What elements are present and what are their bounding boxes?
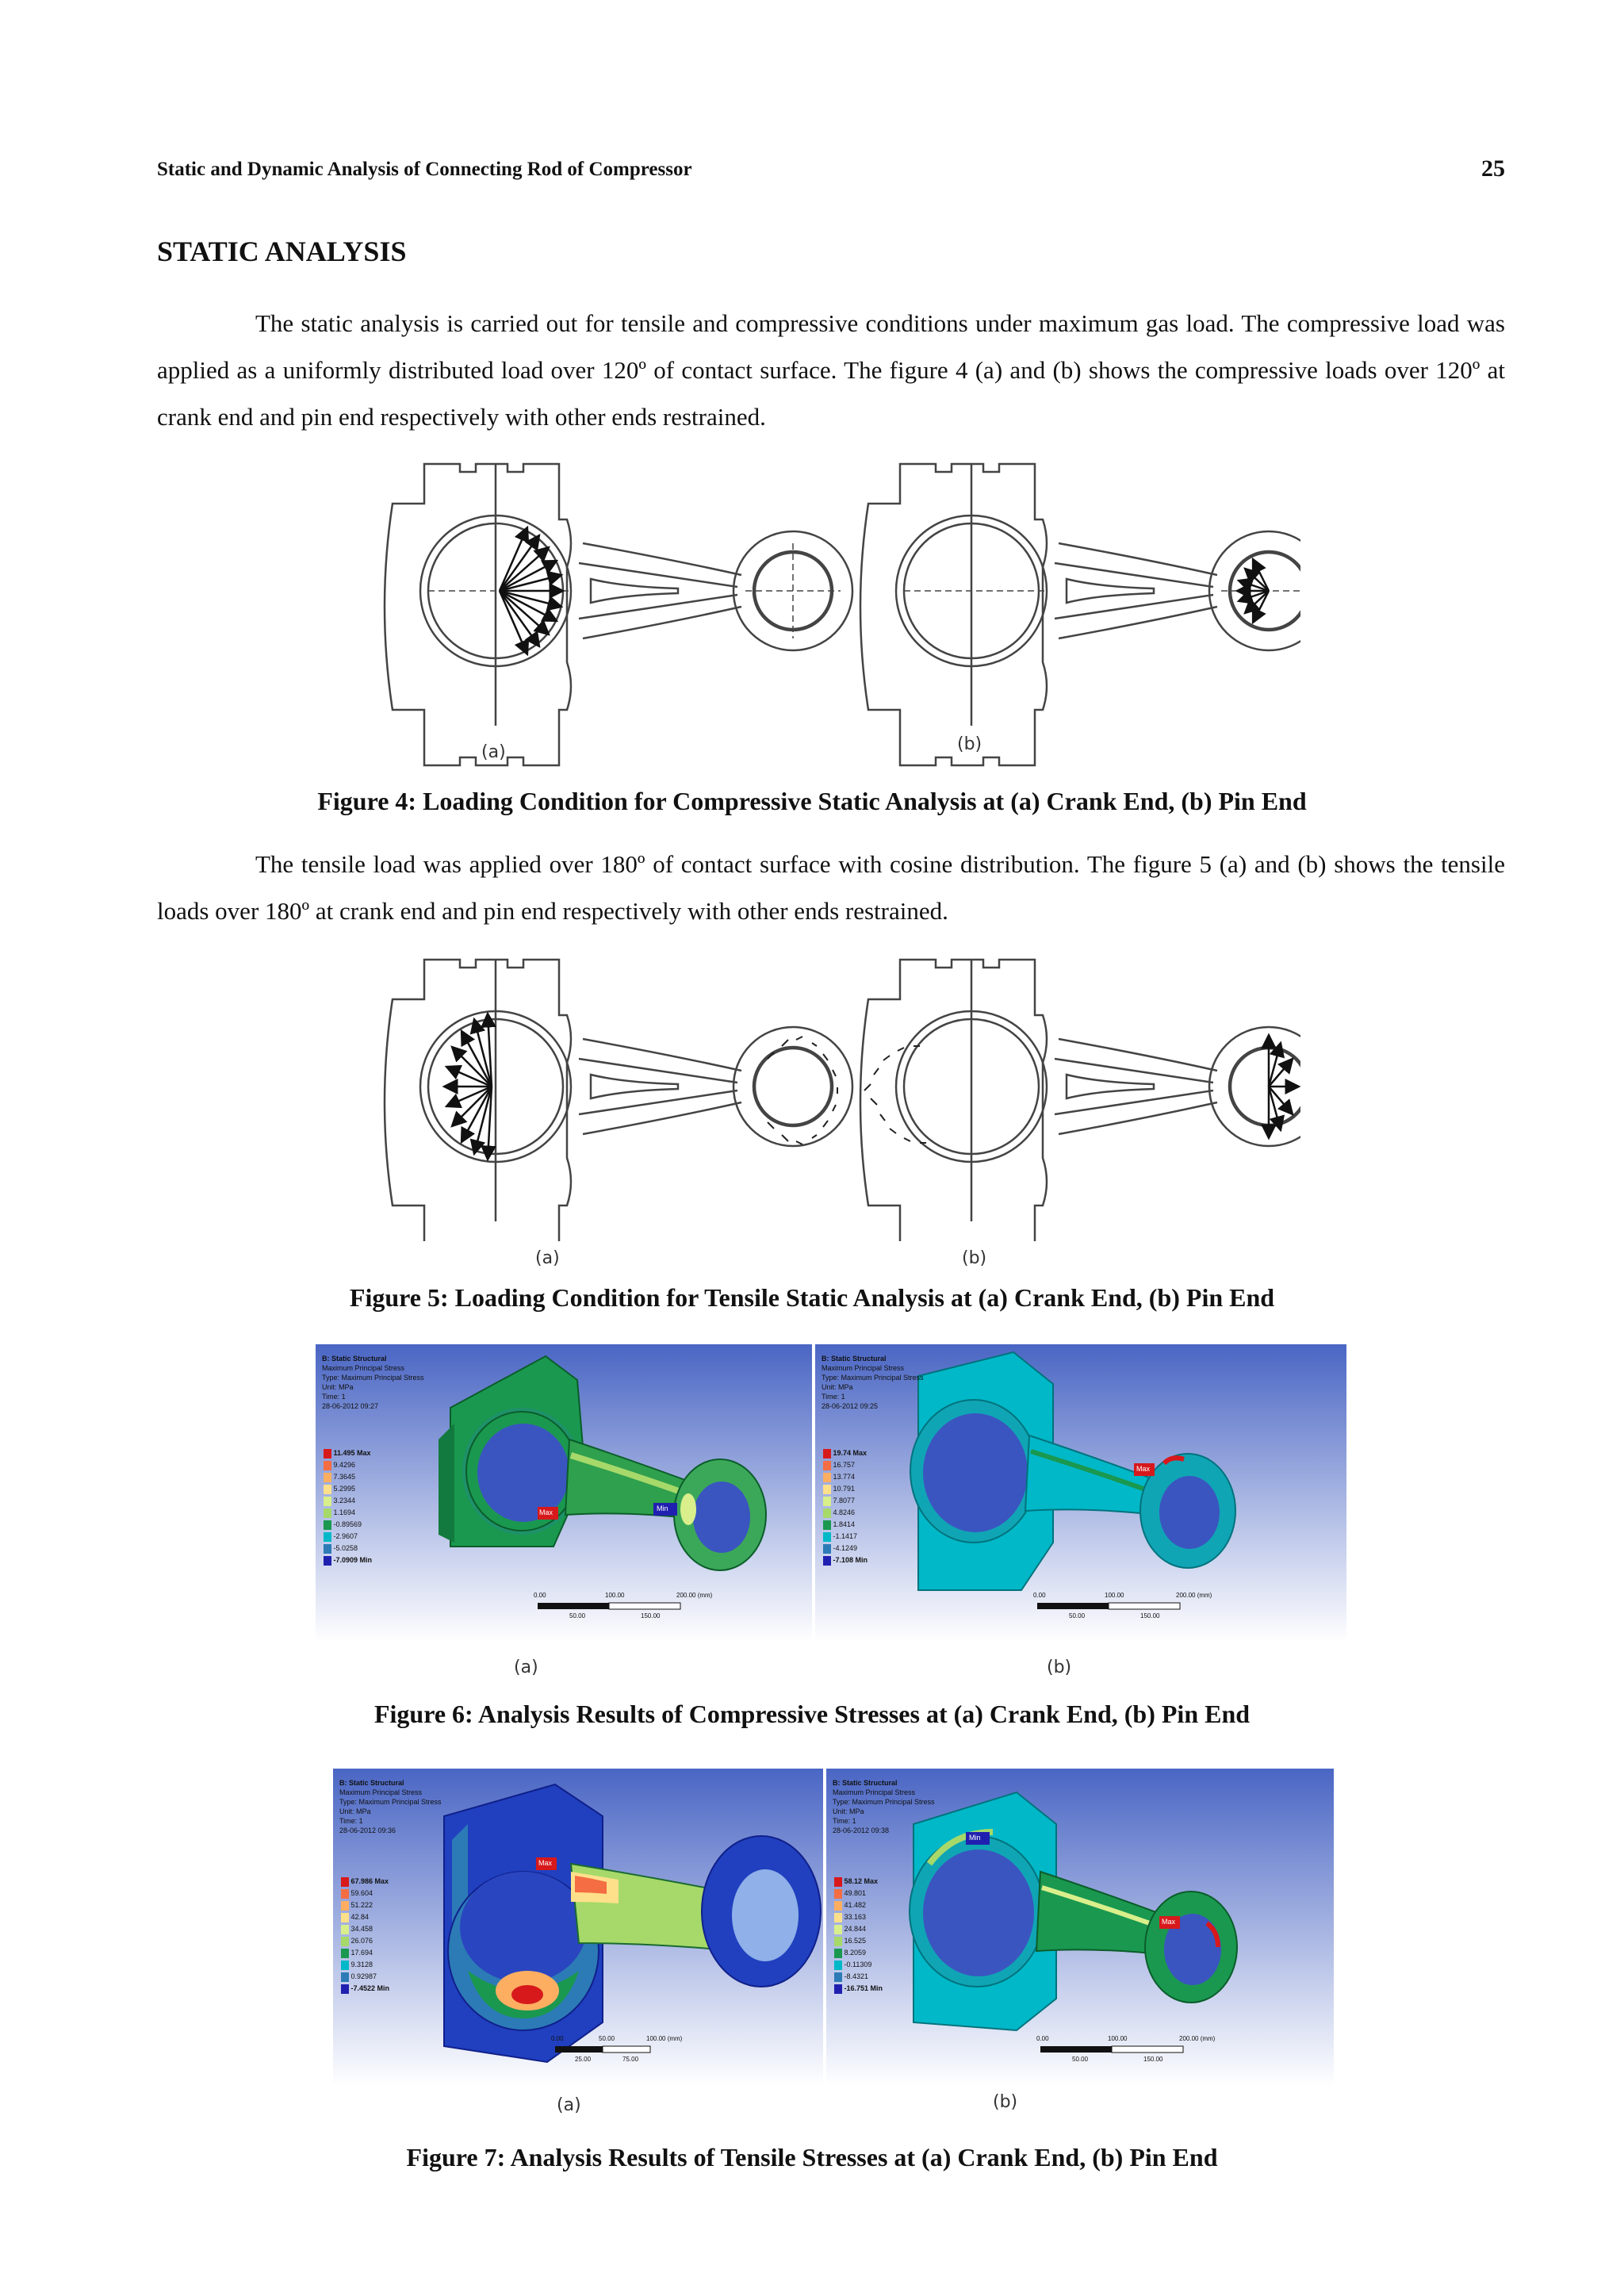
fig5-label-b: (b) bbox=[962, 1248, 987, 1268]
fig7-panel-a bbox=[333, 1769, 823, 2086]
fig4-a-drawing bbox=[385, 464, 852, 765]
fig4-b-drawing bbox=[860, 464, 1300, 765]
figure-4-caption: Figure 4: Loading Condition for Compressive Static Analysis at (a) Crank End, (b) Pin End bbox=[317, 787, 1307, 815]
fig6-b-info: B: Static Structural Maximum Principal Stress Type: Maximum Principal Stress Unit: MPa Time: 1 28-06-2012 09:25 bbox=[822, 1355, 924, 1410]
fig6-a-scale-bottom: 50.00 150.00 bbox=[569, 1612, 661, 1619]
paragraph-tensile bbox=[157, 841, 1505, 934]
fig6-b-scale-bottom: 50.00 150.00 bbox=[1069, 1612, 1160, 1619]
fig5-label-a: (a) bbox=[535, 1248, 560, 1268]
fig6-a-scale-top: 0.00 100.00 200.00 (mm) bbox=[534, 1592, 713, 1599]
fig6-a-min-tag: Min bbox=[657, 1504, 668, 1512]
fig6-a-info: B: Static Structural Maximum Principal Stress Type: Maximum Principal Stress Unit: MPa Time: 1 28-06-2012 09:27 bbox=[322, 1355, 424, 1410]
fig7-a-scale-bottom: 25.00 75.00 bbox=[575, 2056, 639, 2063]
fig6-label-a: (a) bbox=[514, 1658, 538, 1677]
figure-6-caption: Figure 6: Analysis Results of Compressive Stresses at (a) Crank End, (b) Pin End bbox=[373, 1700, 1251, 1728]
paragraph-compressive bbox=[157, 300, 1505, 440]
fig6-label-b: (b) bbox=[1047, 1658, 1072, 1677]
fig7-b-scale-top: 0.00 100.00 200.00 (mm) bbox=[1036, 2035, 1216, 2042]
fig6-a-legend: 11.495 Max 9.4296 7.3645 5.2995 3.2344 1.1694 -0.89569 -2.9607 -5.0258 -7.0909 Min bbox=[324, 1447, 372, 1566]
fig6-panel-a bbox=[316, 1344, 812, 1642]
fig7-b-info: B: Static Structural Maximum Principal Stress Type: Maximum Principal Stress Unit: MPa Time: 1 28-06-2012 09:38 bbox=[833, 1779, 935, 1834]
figure-5-drawing bbox=[373, 956, 1300, 1241]
fig6-b-max-tag: Max bbox=[1136, 1465, 1151, 1473]
paragraph-compressive-text: The static analysis is carried out for tensile and compressive conditions under maximum gas load. The compressive load was applied as a uniformly distributed load over 120º of contact surface. The figure 4 (a) and (b) shows the compressive loads over 120º at crank end and pin end respectively with other ends restrained. bbox=[157, 309, 1505, 431]
fig4-label-a: (a) bbox=[481, 742, 506, 762]
running-title: Static and Dynamic Analysis of Connecting Rod of Compressor bbox=[157, 159, 692, 180]
fig7-a-scale-top: 0.00 50.00 100.00 (mm) bbox=[551, 2035, 683, 2042]
fig7-a-max-tag: Max bbox=[538, 1859, 553, 1867]
figure-4-drawing bbox=[373, 456, 1300, 773]
fig7-b-min-tag: Min bbox=[969, 1834, 981, 1842]
fig7-panel-b bbox=[826, 1769, 1334, 2086]
page-number: 25 bbox=[1481, 155, 1505, 182]
figure-5-caption: Figure 5: Loading Condition for Tensile Static Analysis at (a) Crank End, (b) Pin End bbox=[349, 1283, 1275, 1312]
fig7-b-legend: 58.12 Max 49.801 41.482 33.163 24.844 16.525 8.2059 -0.11309 -8.4321 -16.751 Min bbox=[834, 1876, 883, 1995]
fig6-a-scale-bar bbox=[538, 1603, 680, 1609]
fig4-label-b: (b) bbox=[957, 734, 982, 754]
fig6-b-legend: 19.74 Max 16.757 13.774 10.791 7.8077 4.8246 1.8414 -1.1417 -4.1249 -7.108 Min bbox=[823, 1447, 868, 1566]
fig7-a-legend: 67.986 Max 59.604 51.222 42.84 34.458 26.076 17.694 9.3128 0.92987 -7.4522 Min bbox=[341, 1876, 389, 1995]
running-header bbox=[157, 155, 1505, 190]
fig7-b-max-tag: Max bbox=[1162, 1918, 1176, 1926]
section-title: STATIC ANALYSIS bbox=[157, 236, 407, 267]
fig7-b-scale-bottom: 50.00 150.00 bbox=[1072, 2056, 1163, 2063]
fig6-b-scale-top: 0.00 100.00 200.00 (mm) bbox=[1033, 1592, 1212, 1599]
fig7-label-a: (a) bbox=[557, 2095, 581, 2115]
fig6-panel-b bbox=[815, 1344, 1346, 1642]
paragraph-tensile-text: The tensile load was applied over 180º of contact surface with cosine distribution. The figure 5 (a) and (b) shows the tensile loads over 180º at crank end and pin end respectively with other ends restrained. bbox=[157, 850, 1505, 925]
figure-7-caption: Figure 7: Analysis Results of Tensile Stresses at (a) Crank End, (b) Pin End bbox=[406, 2143, 1218, 2171]
fig6-a-max-tag: Max bbox=[539, 1508, 553, 1516]
fig7-a-info: B: Static Structural Maximum Principal Stress Type: Maximum Principal Stress Unit: MPa Time: 1 28-06-2012 09:36 bbox=[339, 1779, 442, 1834]
fig7-label-b: (b) bbox=[993, 2092, 1018, 2112]
